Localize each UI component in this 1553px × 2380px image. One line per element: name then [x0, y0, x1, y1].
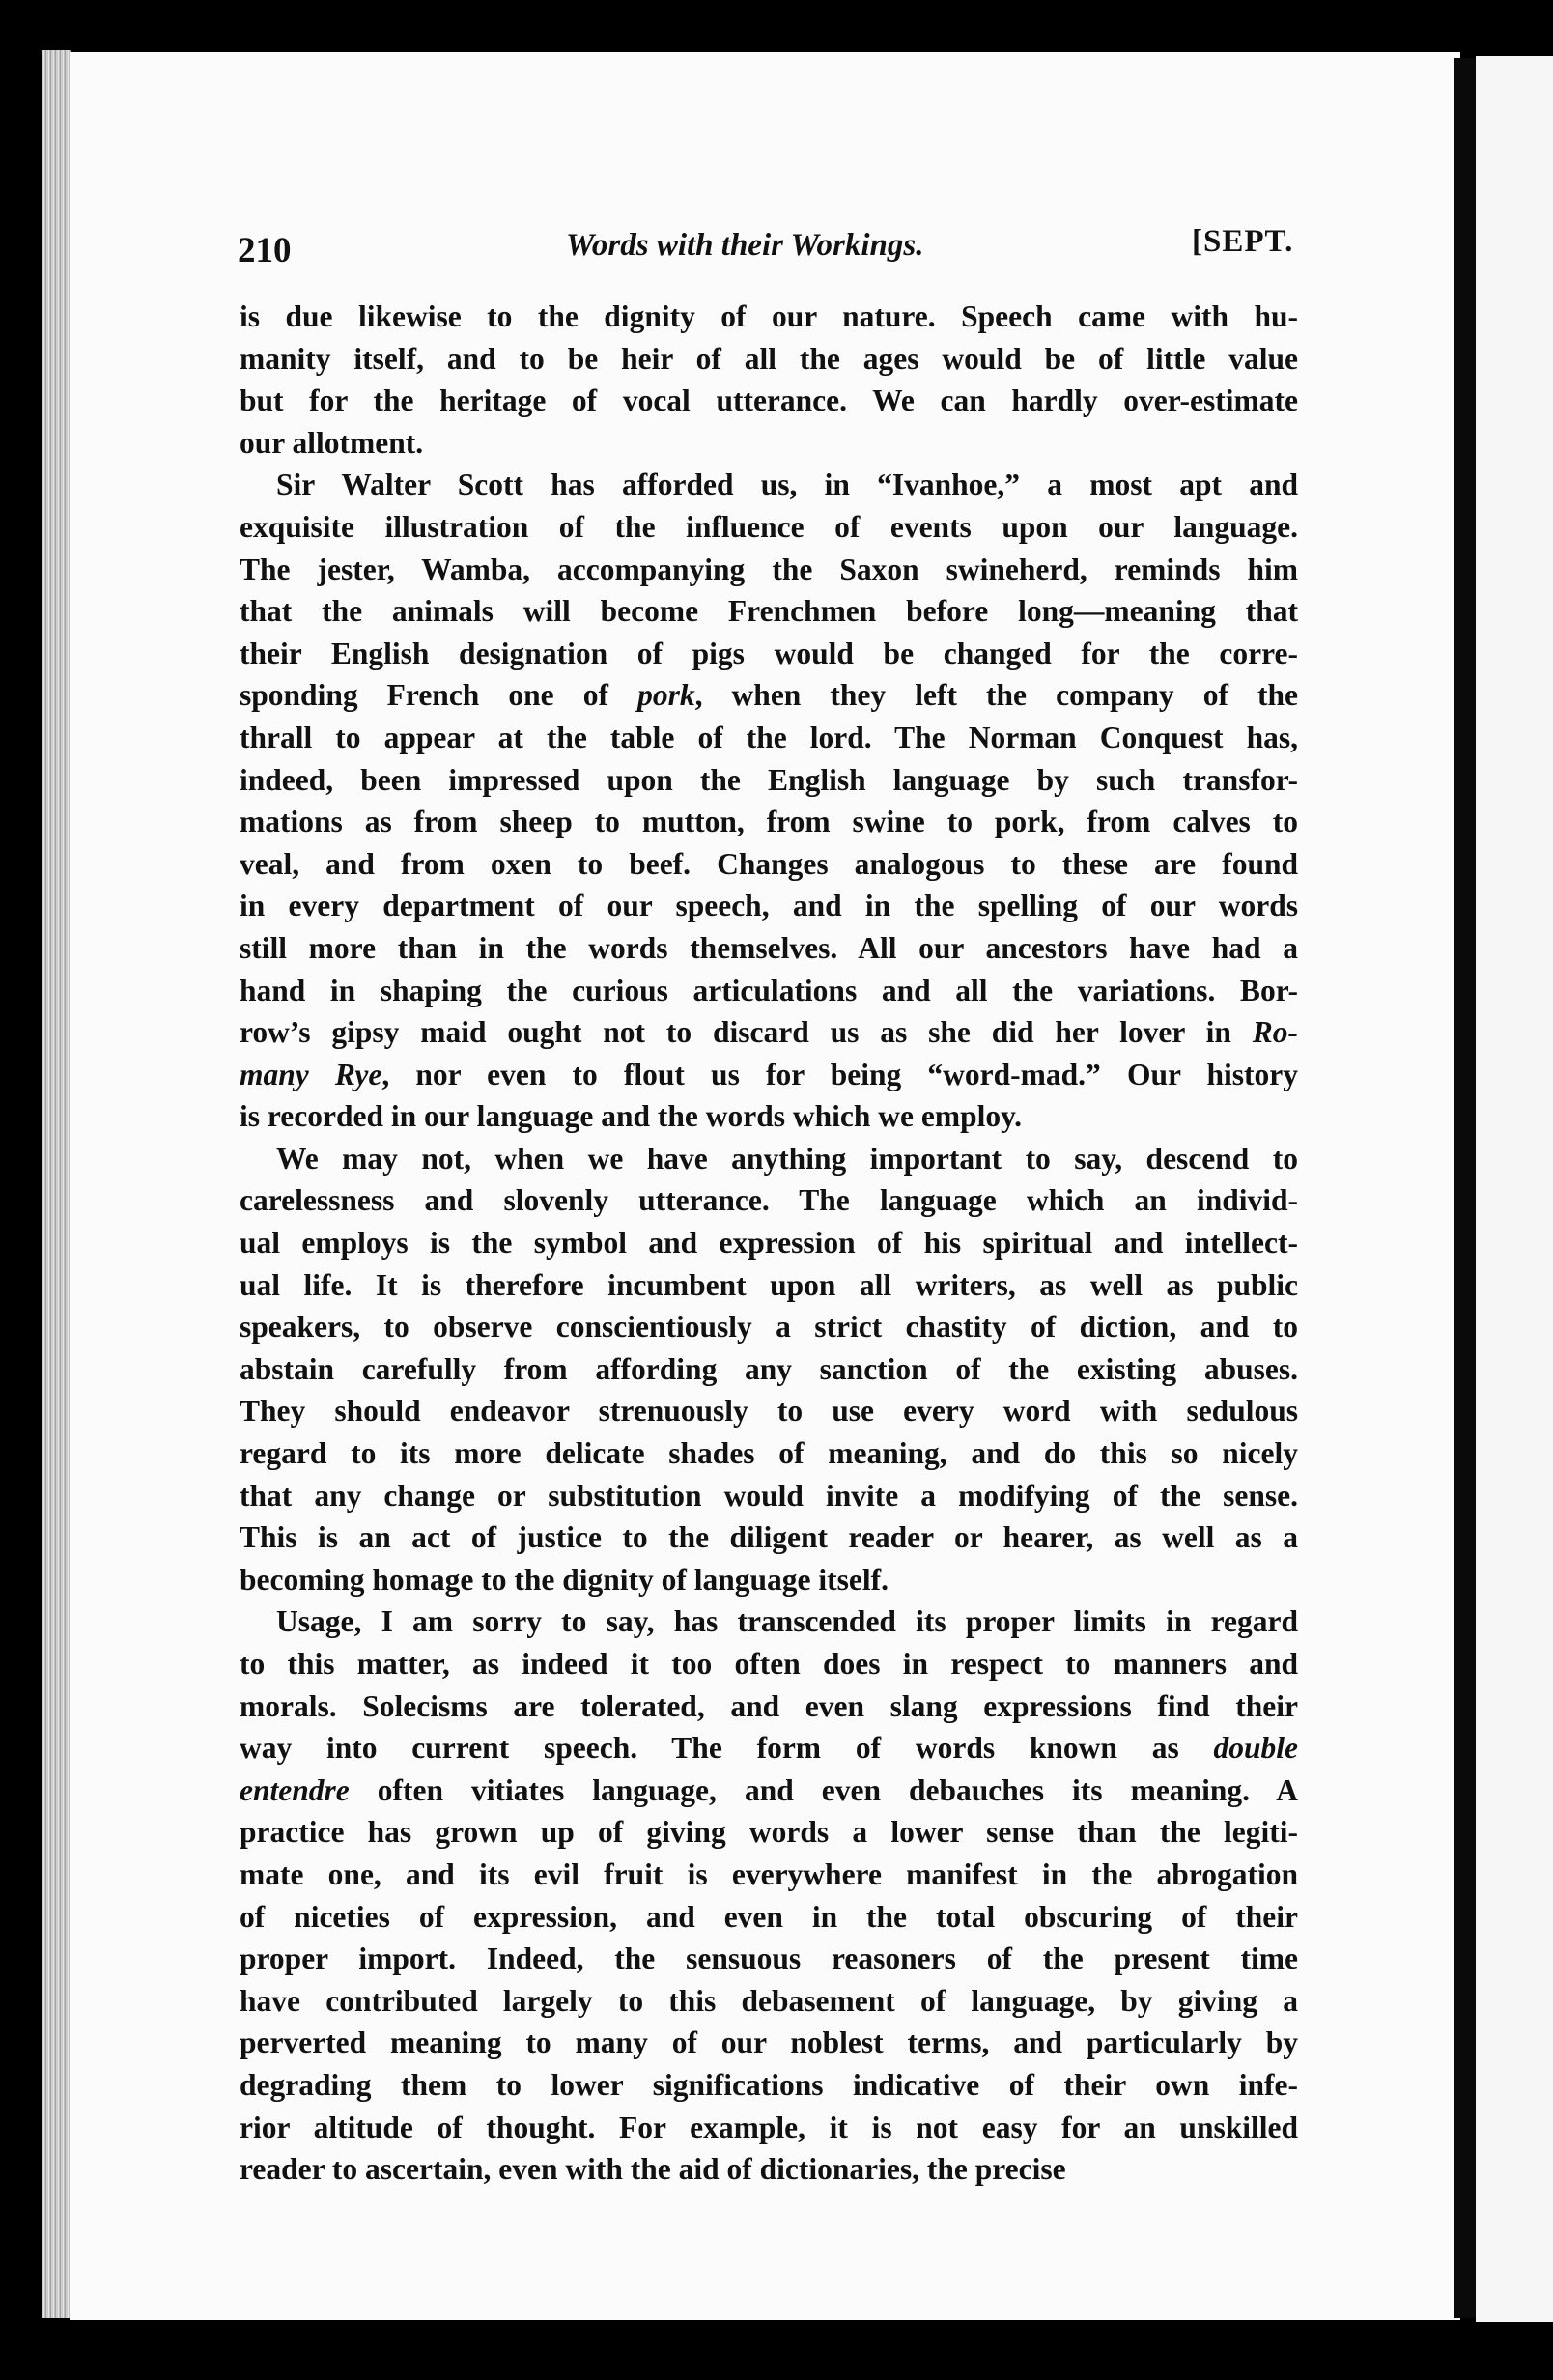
text-line: This is an act of justice to the diligent reader or hearer, as well as a — [240, 1520, 1298, 1555]
text-line: thrall to appear at the table of the lord. The Norman Conquest has, — [240, 720, 1298, 754]
text-line: They should endeavor strenuously to use every word with sedulous — [240, 1394, 1298, 1429]
text-line: carelessness and slovenly utterance. The language which an individ- — [240, 1183, 1298, 1218]
text-line: is due likewise to the dignity of our nature. Speech came with hu- — [240, 299, 1298, 333]
text-line: becoming homage to the dignity of language itself. — [240, 1562, 889, 1597]
text-line: have contributed largely to this debasement of language, by giving a — [240, 1983, 1298, 2018]
text-line: hand in shaping the curious articulations and all the variations. Bor- — [240, 973, 1298, 1007]
line-segment: often vitiates language, and even debauches its meaning. A — [349, 1772, 1298, 1807]
page-number: 210 — [238, 231, 292, 270]
text-line — [240, 1727, 1298, 1770]
italic-term: many Rye — [240, 1057, 382, 1091]
text-line: that the animals will become Frenchmen before long—meaning that — [240, 594, 1298, 629]
gutter-shadow — [1454, 58, 1476, 2318]
paragraph — [240, 1138, 1298, 1601]
italic-term: pork — [637, 678, 695, 713]
text-line: ual employs is the symbol and expression of his spiritual and intellect- — [240, 1226, 1298, 1261]
text-line: mate one, and its evil fruit is everywhere manifest in the abrogation — [240, 1856, 1298, 1891]
text-line: Sir Walter Scott has afforded us, in “Ivanhoe,” a most apt and — [276, 468, 1298, 502]
text-line — [240, 1770, 1298, 1812]
text-line: We may not, when we have anything important to say, descend to — [276, 1141, 1298, 1176]
line-segment: row’s gipsy maid ought not to discard us as she did her lover in — [240, 1015, 1253, 1050]
section-mark: [SEPT. — [1192, 224, 1294, 259]
text-line: degrading them to lower significations indicative of their own infe- — [240, 2067, 1298, 2102]
page-stack-edge — [42, 50, 71, 2318]
text-line: ual life. It is therefore incumbent upon all writers, as well as public — [240, 1267, 1298, 1302]
text-line: to this matter, as indeed it too often does in respect to manners and — [240, 1647, 1298, 1681]
text-line: is recorded in our language and the words which we employ. — [240, 1099, 1023, 1134]
text-line: of niceties of expression, and even in the total obscuring of their — [240, 1899, 1298, 1934]
text-line: proper import. Indeed, the sensuous reasoners of the present time — [240, 1941, 1298, 1976]
text-line: still more than in the words themselves. All our ancestors have had a — [240, 930, 1298, 965]
running-header — [238, 224, 1300, 282]
line-segment: way into current speech. The form of words known as — [240, 1731, 1214, 1766]
italic-term: entendre — [240, 1772, 350, 1807]
text-line: morals. Solecisms are tolerated, and even slang expressions find their — [240, 1688, 1298, 1723]
text-line — [240, 1011, 1298, 1054]
italic-term: double — [1213, 1731, 1298, 1766]
running-title: Words with their Workings. — [566, 228, 924, 263]
facing-page-edge — [1476, 56, 1553, 2322]
text-line: mations as from sheep to mutton, from swine to pork, from calves to — [240, 805, 1298, 839]
text-line: their English designation of pigs would be changed for the corre- — [240, 636, 1298, 670]
text-line: manity itself, and to be heir of all the ages would be of little value — [240, 341, 1298, 376]
text-line: in every department of our speech, and in the spelling of our words — [240, 889, 1298, 923]
text-line: but for the heritage of vocal utterance. We can hardly over-estimate — [240, 383, 1298, 418]
text-line: reader to ascertain, even with the aid of dictionaries, the precise — [240, 2152, 1066, 2187]
line-segment: , when they left the company of the — [694, 678, 1299, 713]
text-line: that any change or substitution would invite a modifying of the sense. — [240, 1478, 1298, 1513]
text-line: abstain carefully from affording any sanction of the existing abuses. — [240, 1351, 1298, 1386]
body-text — [240, 296, 1298, 2191]
text-line — [240, 1054, 1298, 1096]
text-line: Usage, I am sorry to say, has transcended its proper limits in regard — [276, 1604, 1298, 1639]
text-line — [240, 674, 1298, 717]
text-line: The jester, Wamba, accompanying the Saxon swineherd, reminds him — [240, 552, 1298, 586]
paragraph — [240, 296, 1298, 464]
text-line: perverted meaning to many of our noblest terms, and particularly by — [240, 2026, 1298, 2060]
italic-term: Ro- — [1252, 1015, 1298, 1050]
text-line: indeed, been impressed upon the English language by such transfor- — [240, 762, 1298, 797]
text-line: rior altitude of thought. For example, it is not easy for an unskilled — [240, 2110, 1298, 2144]
text-line: speakers, to observe conscientiously a strict chastity of diction, and to — [240, 1310, 1298, 1345]
text-line: practice has grown up of giving words a lower sense than the legiti- — [240, 1815, 1298, 1850]
line-segment: sponding French one of — [240, 678, 638, 713]
text-line: our allotment. — [240, 425, 424, 460]
text-line: regard to its more delicate shades of meaning, and do this so nicely — [240, 1436, 1298, 1471]
text-line: veal, and from oxen to beef. Changes analogous to these are found — [240, 846, 1298, 881]
paragraph — [240, 464, 1298, 1138]
paragraph — [240, 1601, 1298, 2190]
line-segment: , nor even to flout us for being “word-mad.” Our history — [381, 1057, 1299, 1091]
text-line: exquisite illustration of the influence of events upon our language. — [240, 509, 1298, 544]
